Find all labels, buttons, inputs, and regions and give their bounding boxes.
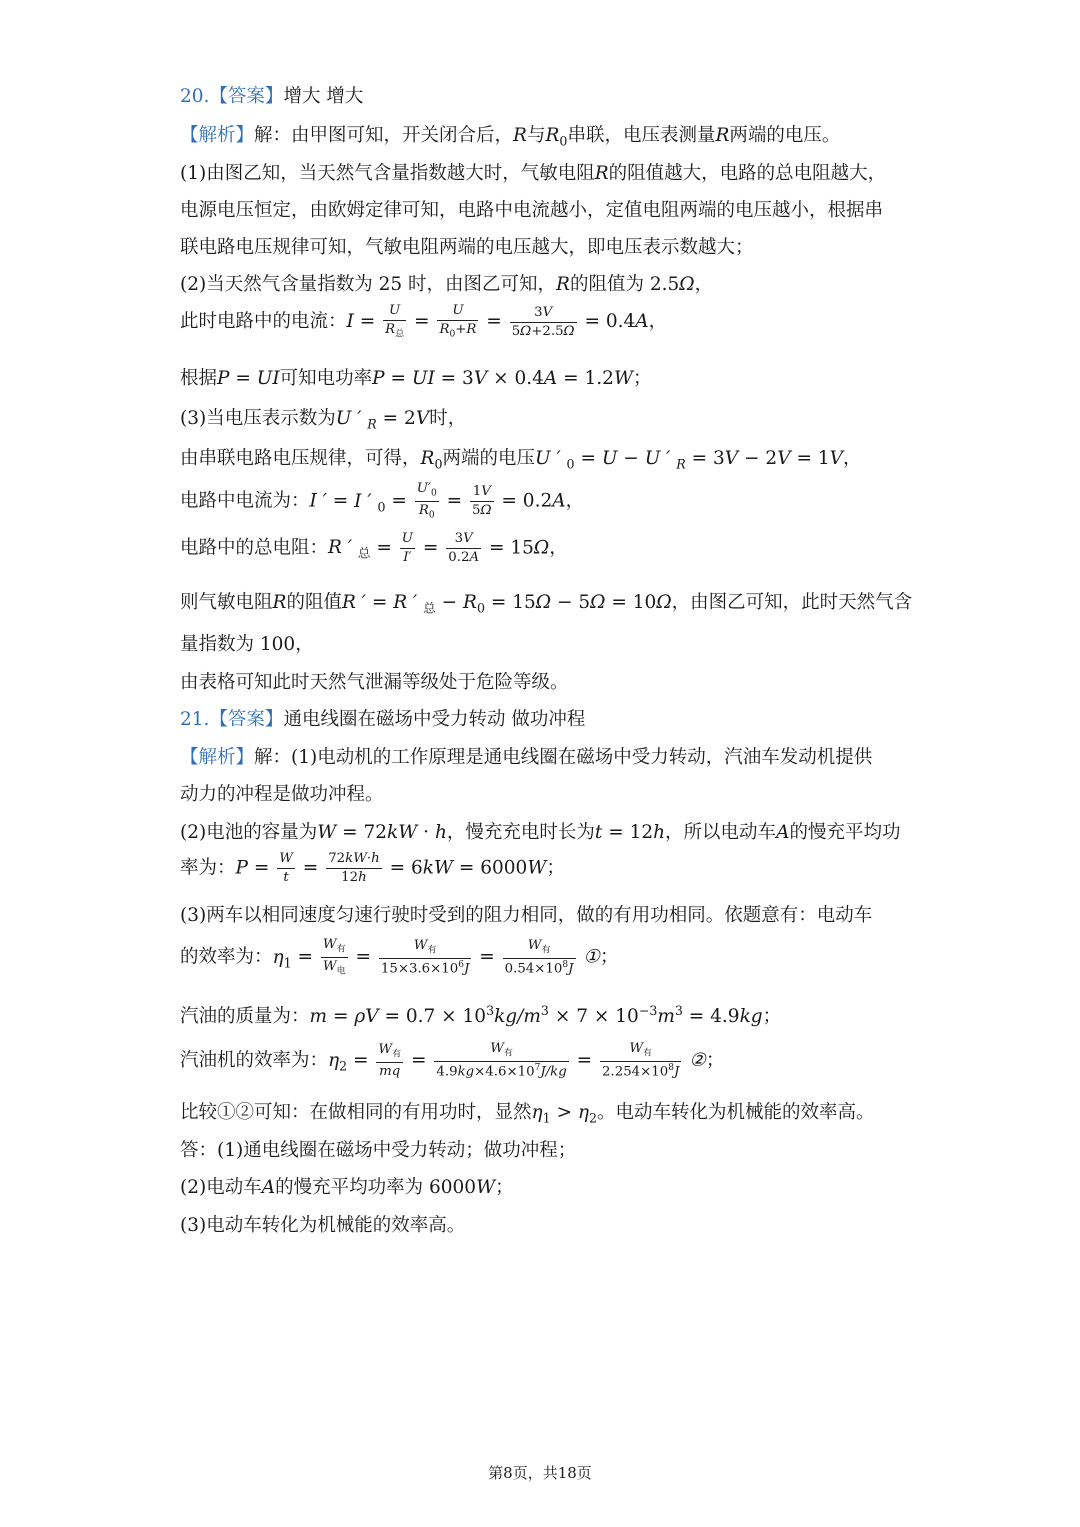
text: 率为： [180, 857, 236, 879]
text: 的效率为： [180, 946, 273, 968]
fraction: $\frac{W_有}{15\times 3.6\times 10^6J}$ [380, 937, 470, 977]
q21-answer-line [180, 705, 585, 731]
fraction: $\frac{W}{t}$ [279, 851, 293, 885]
fraction: $\frac{U'_0}{R_0}$ [416, 481, 437, 521]
q20-answer: 增大 增大 [283, 86, 364, 107]
text: 的阻值 [286, 592, 342, 613]
q20-analysis-line-14: 由表格可知此时天然气泄漏等级处于危险等级。 [180, 672, 569, 693]
math: R [715, 125, 730, 146]
text: 电路中电流为： [180, 490, 310, 512]
q21-answer-3: (3)电动车转化为机械能的效率高。 [180, 1215, 466, 1236]
q21-answer-1: 答：(1)通电线圈在磁场中受力转动；做功冲程； [180, 1140, 577, 1161]
q20-analysis-line-5: (2)当天然气含量指数为 25 时，由图乙可知，R的阻值为 2.5Ω， [180, 274, 714, 295]
text: (3)当电压表示数为 [180, 408, 336, 429]
math: U ′ $_R$ [335, 408, 377, 432]
q20-analysis-line-4: 联电路电压规律可知，气敏电阻两端的电压越大，即电压表示数越大； [180, 237, 754, 258]
text: (2)电动车 [180, 1177, 262, 1198]
q21-number: 21. [180, 709, 210, 730]
q21-answer-tag: 【答案】 [209, 709, 284, 730]
q20-sensor-resistance: 则气敏电阻R的阻值R ′ = R ′ $_总 - R_0 = 15\Omega - 5\Omega = 10\Omega$，由图乙可知，此时天然气含 [180, 592, 913, 616]
text: (2)电池的容量为 [180, 822, 318, 843]
text: 的慢充平均功率为 6000 [275, 1177, 477, 1198]
q21-answer-2: (2)电动车A的慢充平均功率为 6000W； [180, 1177, 514, 1198]
math: P [217, 368, 230, 389]
q21-efficiency2-formula: 汽油机的效率为：$\eta_2$ = $\frac{W_有}{mq}$ = $\frac{W_有}{4.9kg\times 4.6\times 10^7J/kg}$ = $\frac{W_有}{2.254\times 10^8J}$ ②； [180, 1041, 725, 1080]
text: 的阻值为 2.5 [569, 274, 680, 295]
fraction: $\frac{W_有}{4.9kg\times 4.6\times 10^7J/kg}$ [436, 1041, 567, 1080]
text: 电路中的总电阻： [180, 537, 329, 559]
text: 时， [429, 408, 467, 429]
fraction: $\frac{U}{I'}$ [401, 531, 413, 565]
page-footer: 第8页，共18页 [488, 1464, 592, 1482]
q20-part3-line: (3)当电压表示数为U ′ $_R$ = 2V时， [180, 408, 467, 432]
fraction: $\frac{72kW\cdot h}{12h}$ [328, 851, 380, 885]
fraction: $\frac{3V}{5\Omega+2.5\Omega}$ [511, 304, 575, 339]
math: P [235, 857, 248, 879]
q21-power-formula: 率为：P = $\frac{W}{t}$ = $\frac{72kW\cdot h}{12h}$ = 6kW = 6000W； [180, 851, 565, 885]
text: 比较①②可知：在做相同的有用功时，显然 [180, 1102, 532, 1123]
q20-total-resistance: 电路中的总电阻：R ′ $_总$ = $\frac{U}{I'}$ = $\frac{3V}{0.2A}$ = 15Ω， [180, 531, 568, 565]
q21-analysis-line-5: (3)两车以相同速度匀速行驶时受到的阻力相同，做的有用功相同。依题意有：电动车 [180, 905, 873, 926]
q20-voltage-formula: 由串联电路电压规律，可得，$R_0$两端的电压U ′ $_0$ = U − U ′ $_R$ = 3V − 2V = 1V， [180, 448, 862, 472]
q20-current-formula: 此时电路中的电流：I = $\frac{U}{R_总}$ = $\frac{U}{R_0+R}$ = $\frac{3V}{5\Omega+2.5\Omega}$ = 0.4A， [180, 303, 668, 340]
text: (1)由图乙知，当天然气含量指数越大时，气敏电阻 [180, 163, 595, 184]
q20-analysis-tag: 【解析】 [180, 125, 255, 146]
text: 的阻值越大，电路的总电阻越大， [608, 163, 887, 184]
math: R [272, 592, 287, 613]
fraction: $\frac{U}{R_总}$ [385, 303, 405, 340]
text: 此时电路中的电流： [180, 311, 347, 333]
math: I ′ [309, 490, 327, 512]
fraction: $\frac{1V}{5\Omega}$ [472, 484, 492, 519]
text: 两端的电压。 [729, 125, 841, 146]
text: 的慢充平均功 [789, 822, 901, 843]
text: ； [495, 1177, 514, 1198]
text: ，所以电动车 [665, 822, 777, 843]
math: $\eta_1$ [531, 1102, 551, 1126]
text: ，由图乙可知，此时天然气含 [671, 592, 913, 613]
text: ，慢充充电时长为 [446, 822, 595, 843]
q21-answer: 通电线圈在磁场中受力转动 做功冲程 [283, 709, 586, 730]
q20-analysis-line-2 [180, 159, 886, 185]
math: $R_0$ [545, 125, 568, 149]
text: 由串联电路电压规律，可得， [180, 448, 421, 469]
q21-analysis-line-1 [180, 743, 872, 769]
fraction: $\frac{3V}{0.2A}$ [448, 531, 480, 565]
q20-current2-formula: 电路中电流为：I ′ = I ′ $_0$ = $\frac{U'_0}{R_0}$ = $\frac{1V}{5\Omega}$ = 0.2A， [180, 481, 585, 521]
fraction: $\frac{W_有}{mq}$ [378, 1041, 402, 1079]
text: 与 [526, 125, 546, 146]
text: 解：由甲图可知，开关闭合后， [254, 125, 514, 146]
math: $R_0$ [420, 448, 443, 472]
q21-mass-formula: 汽油的质量为：$m = \rho V = 0.7 \times 10^3kg/m^3 \times 7 \times 10^{-3}m^3 = 4.9kg$； [180, 1002, 782, 1027]
text: 解：(1)电动机的工作原理是通电线圈在磁场中受力转动，汽油车发动机提供 [254, 747, 873, 768]
q21-efficiency1-formula: 的效率为：$\eta_1$ = $\frac{W_有}{W_电}$ = $\frac{W_有}{15\times 3.6\times 10^6J}$ = $\frac{W_有}{0.54\times 10^8J}$ ①； [180, 937, 619, 977]
q20-number: 20. [180, 86, 210, 107]
q20-analysis-line-1 [180, 121, 840, 149]
math: R [594, 163, 609, 184]
text: 。电动车转化为机械能的效率高。 [597, 1102, 875, 1123]
math: A [261, 1177, 276, 1198]
fraction: $\frac{W_有}{2.254\times 10^8J}$ [602, 1041, 680, 1080]
text: 则气敏电阻 [180, 592, 273, 613]
math: R ′ $_总$ [328, 537, 371, 562]
text: 汽油机的效率为： [180, 1049, 329, 1071]
text: 串联，电压表测量 [567, 125, 716, 146]
q21-compare-line: 比较①②可知：在做相同的有用功时，显然$\eta_1 > \eta_2$。电动车转化为机械能的效率高。 [180, 1102, 875, 1126]
math: $\eta_2$ [328, 1049, 348, 1074]
fraction: $\frac{W_有}{W_电}$ [322, 937, 346, 977]
math: Ω [679, 274, 695, 295]
q20-analysis-line-13: 量指数为 100， [180, 634, 314, 655]
math: I [346, 311, 354, 333]
math: R [556, 274, 570, 295]
q20-answer-tag: 【答案】 [209, 86, 284, 107]
math: W [317, 822, 337, 843]
q21-capacity-line: (2)电池的容量为W = 72kW · h，慢充充电时长为t = 12h，所以电动车A的慢充平均功 [180, 822, 901, 843]
q20-analysis-line-3: 电源电压恒定，由欧姆定律可知，电路中电流越小，定值电阻两端的电压越小，根据串 [180, 200, 884, 221]
q20-power-formula: 根据P = UI可知电功率P = UI = 3V × 0.4A = 1.2W； [180, 368, 652, 389]
text: 可知电功率 [279, 368, 373, 389]
text: 根据 [180, 368, 218, 389]
text: (2)当天然气含量指数为 25 时，由图乙可知， [180, 274, 557, 295]
q20-answer-line [180, 82, 363, 108]
fraction: $\frac{W_有}{0.54\times 10^8J}$ [504, 937, 574, 977]
q21-analysis-line-2: 动力的冲程是做功冲程。 [180, 784, 384, 805]
math: m [309, 1006, 328, 1027]
q21-analysis-tag: 【解析】 [180, 747, 255, 768]
fraction: $\frac{U}{R_0+R}$ [439, 303, 477, 340]
math: $\eta_1$ [272, 946, 292, 971]
math: R [513, 125, 527, 146]
text: 两端的电压 [442, 448, 535, 469]
text: 汽油的质量为： [180, 1006, 310, 1027]
